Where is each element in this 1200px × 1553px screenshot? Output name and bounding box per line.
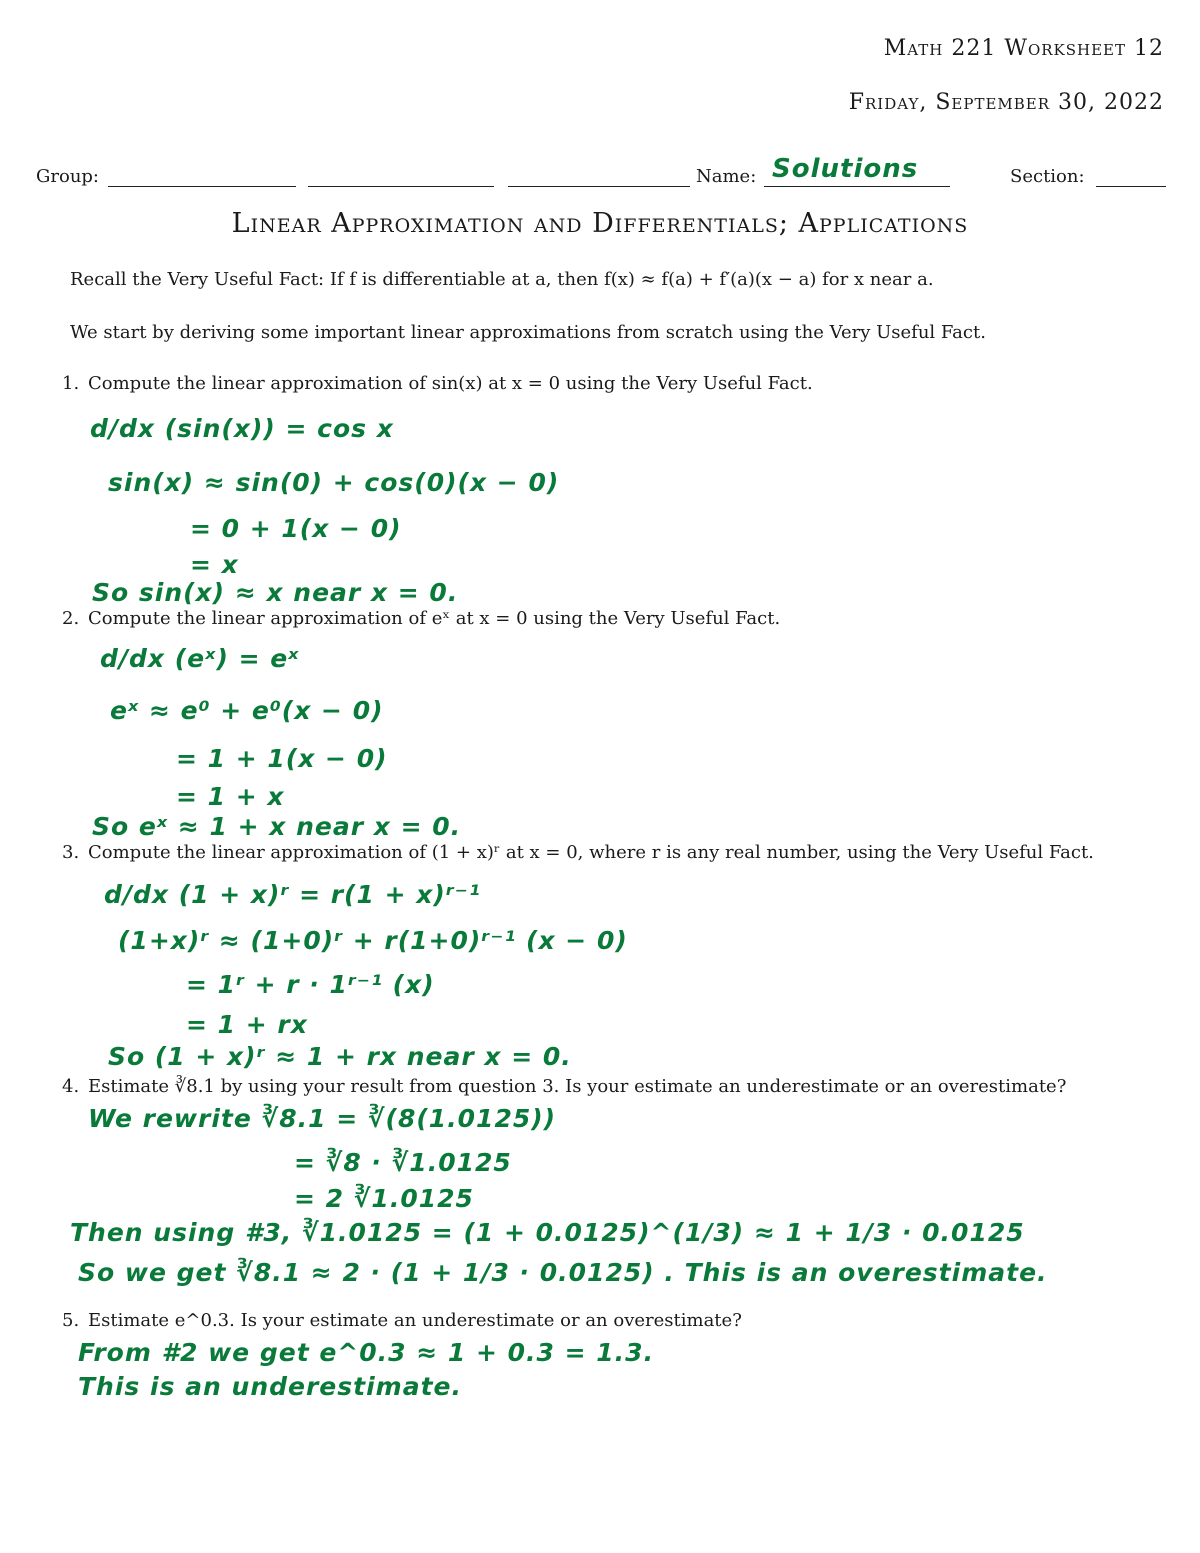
q4-answer-line: Then using #3, ∛1.0125 = (1 + 0.0125)^(1/3) ≈ 1 + 1/3 · 0.0125 (70, 1218, 1025, 1247)
q1-answer-line: sin(x) ≈ sin(0) + cos(0)(x − 0) (108, 468, 560, 497)
group-field-3[interactable] (508, 186, 690, 187)
name-label: Name: (696, 166, 757, 187)
q1-answer-line: So sin(x) ≈ x near x = 0. (92, 578, 459, 607)
group-field-1[interactable] (108, 186, 296, 187)
question-2 (62, 608, 780, 629)
q4-answer-line: = ∛8 · ∛1.0125 (294, 1148, 512, 1177)
section-label: Section: (1010, 166, 1085, 187)
question-number: 1. (62, 373, 80, 394)
q5-answer-line: From #2 we get e^0.3 ≈ 1 + 0.3 = 1.3. (78, 1338, 655, 1367)
q1-answer-line: = 0 + 1(x − 0) (190, 514, 402, 543)
q3-answer-line: (1+x)ʳ ≈ (1+0)ʳ + r(1+0)ʳ⁻¹ (x − 0) (118, 926, 628, 955)
question-number: 4. (62, 1076, 80, 1097)
q3-answer-line: So (1 + x)ʳ ≈ 1 + rx near x = 0. (108, 1042, 572, 1071)
question-text: Estimate e^0.3. Is your estimate an underestimate or an overestimate? (88, 1310, 742, 1331)
intro-text: We start by deriving some important linear approximations from scratch using the Very Useful Fact. (70, 322, 986, 343)
question-text: Estimate ∛8.1 by using your result from question 3. Is your estimate an underestimate or an overestimate? (88, 1076, 1067, 1097)
question-5 (62, 1310, 742, 1331)
q4-answer-line: We rewrite ∛8.1 = ∛(8(1.0125)) (88, 1104, 557, 1133)
q4-answer-line: = 2 ∛1.0125 (294, 1184, 474, 1213)
question-number: 5. (62, 1310, 80, 1331)
date-header: Friday, September 30, 2022 (848, 90, 1164, 115)
worksheet-title: Linear Approximation and Differentials; Applications (231, 208, 969, 239)
q2-answer-line: = 1 + x (176, 782, 285, 811)
question-text: Compute the linear approximation of sin(x) at x = 0 using the Very Useful Fact. (88, 373, 813, 394)
q2-answer-line: d/dx (eˣ) = eˣ (100, 644, 300, 673)
q3-answer-line: = 1 + rx (186, 1010, 308, 1039)
question-text: Compute the linear approximation of (1 + x)ʳ at x = 0, where r is any real number, using the Very Useful Fact. (88, 842, 1094, 863)
course-header: Math 221 Worksheet 12 (883, 36, 1164, 61)
group-field-2[interactable] (308, 186, 494, 187)
question-1 (62, 373, 813, 394)
question-number: 2. (62, 608, 80, 629)
q1-answer-line: d/dx (sin(x)) = cos x (90, 414, 394, 443)
group-label: Group: (36, 166, 99, 187)
question-4 (62, 1076, 1066, 1097)
q2-answer-line: eˣ ≈ e⁰ + e⁰(x − 0) (110, 696, 384, 725)
q2-answer-line: So eˣ ≈ 1 + x near x = 0. (92, 812, 462, 841)
q3-answer-line: d/dx (1 + x)ʳ = r(1 + x)ʳ⁻¹ (104, 880, 481, 909)
q3-answer-line: = 1ʳ + r · 1ʳ⁻¹ (x) (186, 970, 435, 999)
name-value: Solutions (772, 154, 919, 184)
q1-answer-line: = x (190, 550, 239, 579)
section-field[interactable] (1096, 186, 1166, 187)
question-number: 3. (62, 842, 80, 863)
q5-answer-line: This is an underestimate. (78, 1372, 462, 1401)
question-3 (62, 842, 1094, 863)
q2-answer-line: = 1 + 1(x − 0) (176, 744, 388, 773)
q4-answer-line: So we get ∛8.1 ≈ 2 · (1 + 1/3 · 0.0125) . This is an overestimate. (78, 1258, 1048, 1287)
recall-text: Recall the Very Useful Fact: If f is differentiable at a, then f(x) ≈ f(a) + f′(a)(x − a) for x near a. (70, 269, 934, 290)
question-text: Compute the linear approximation of eˣ at x = 0 using the Very Useful Fact. (88, 608, 781, 629)
name-field[interactable] (764, 186, 950, 187)
